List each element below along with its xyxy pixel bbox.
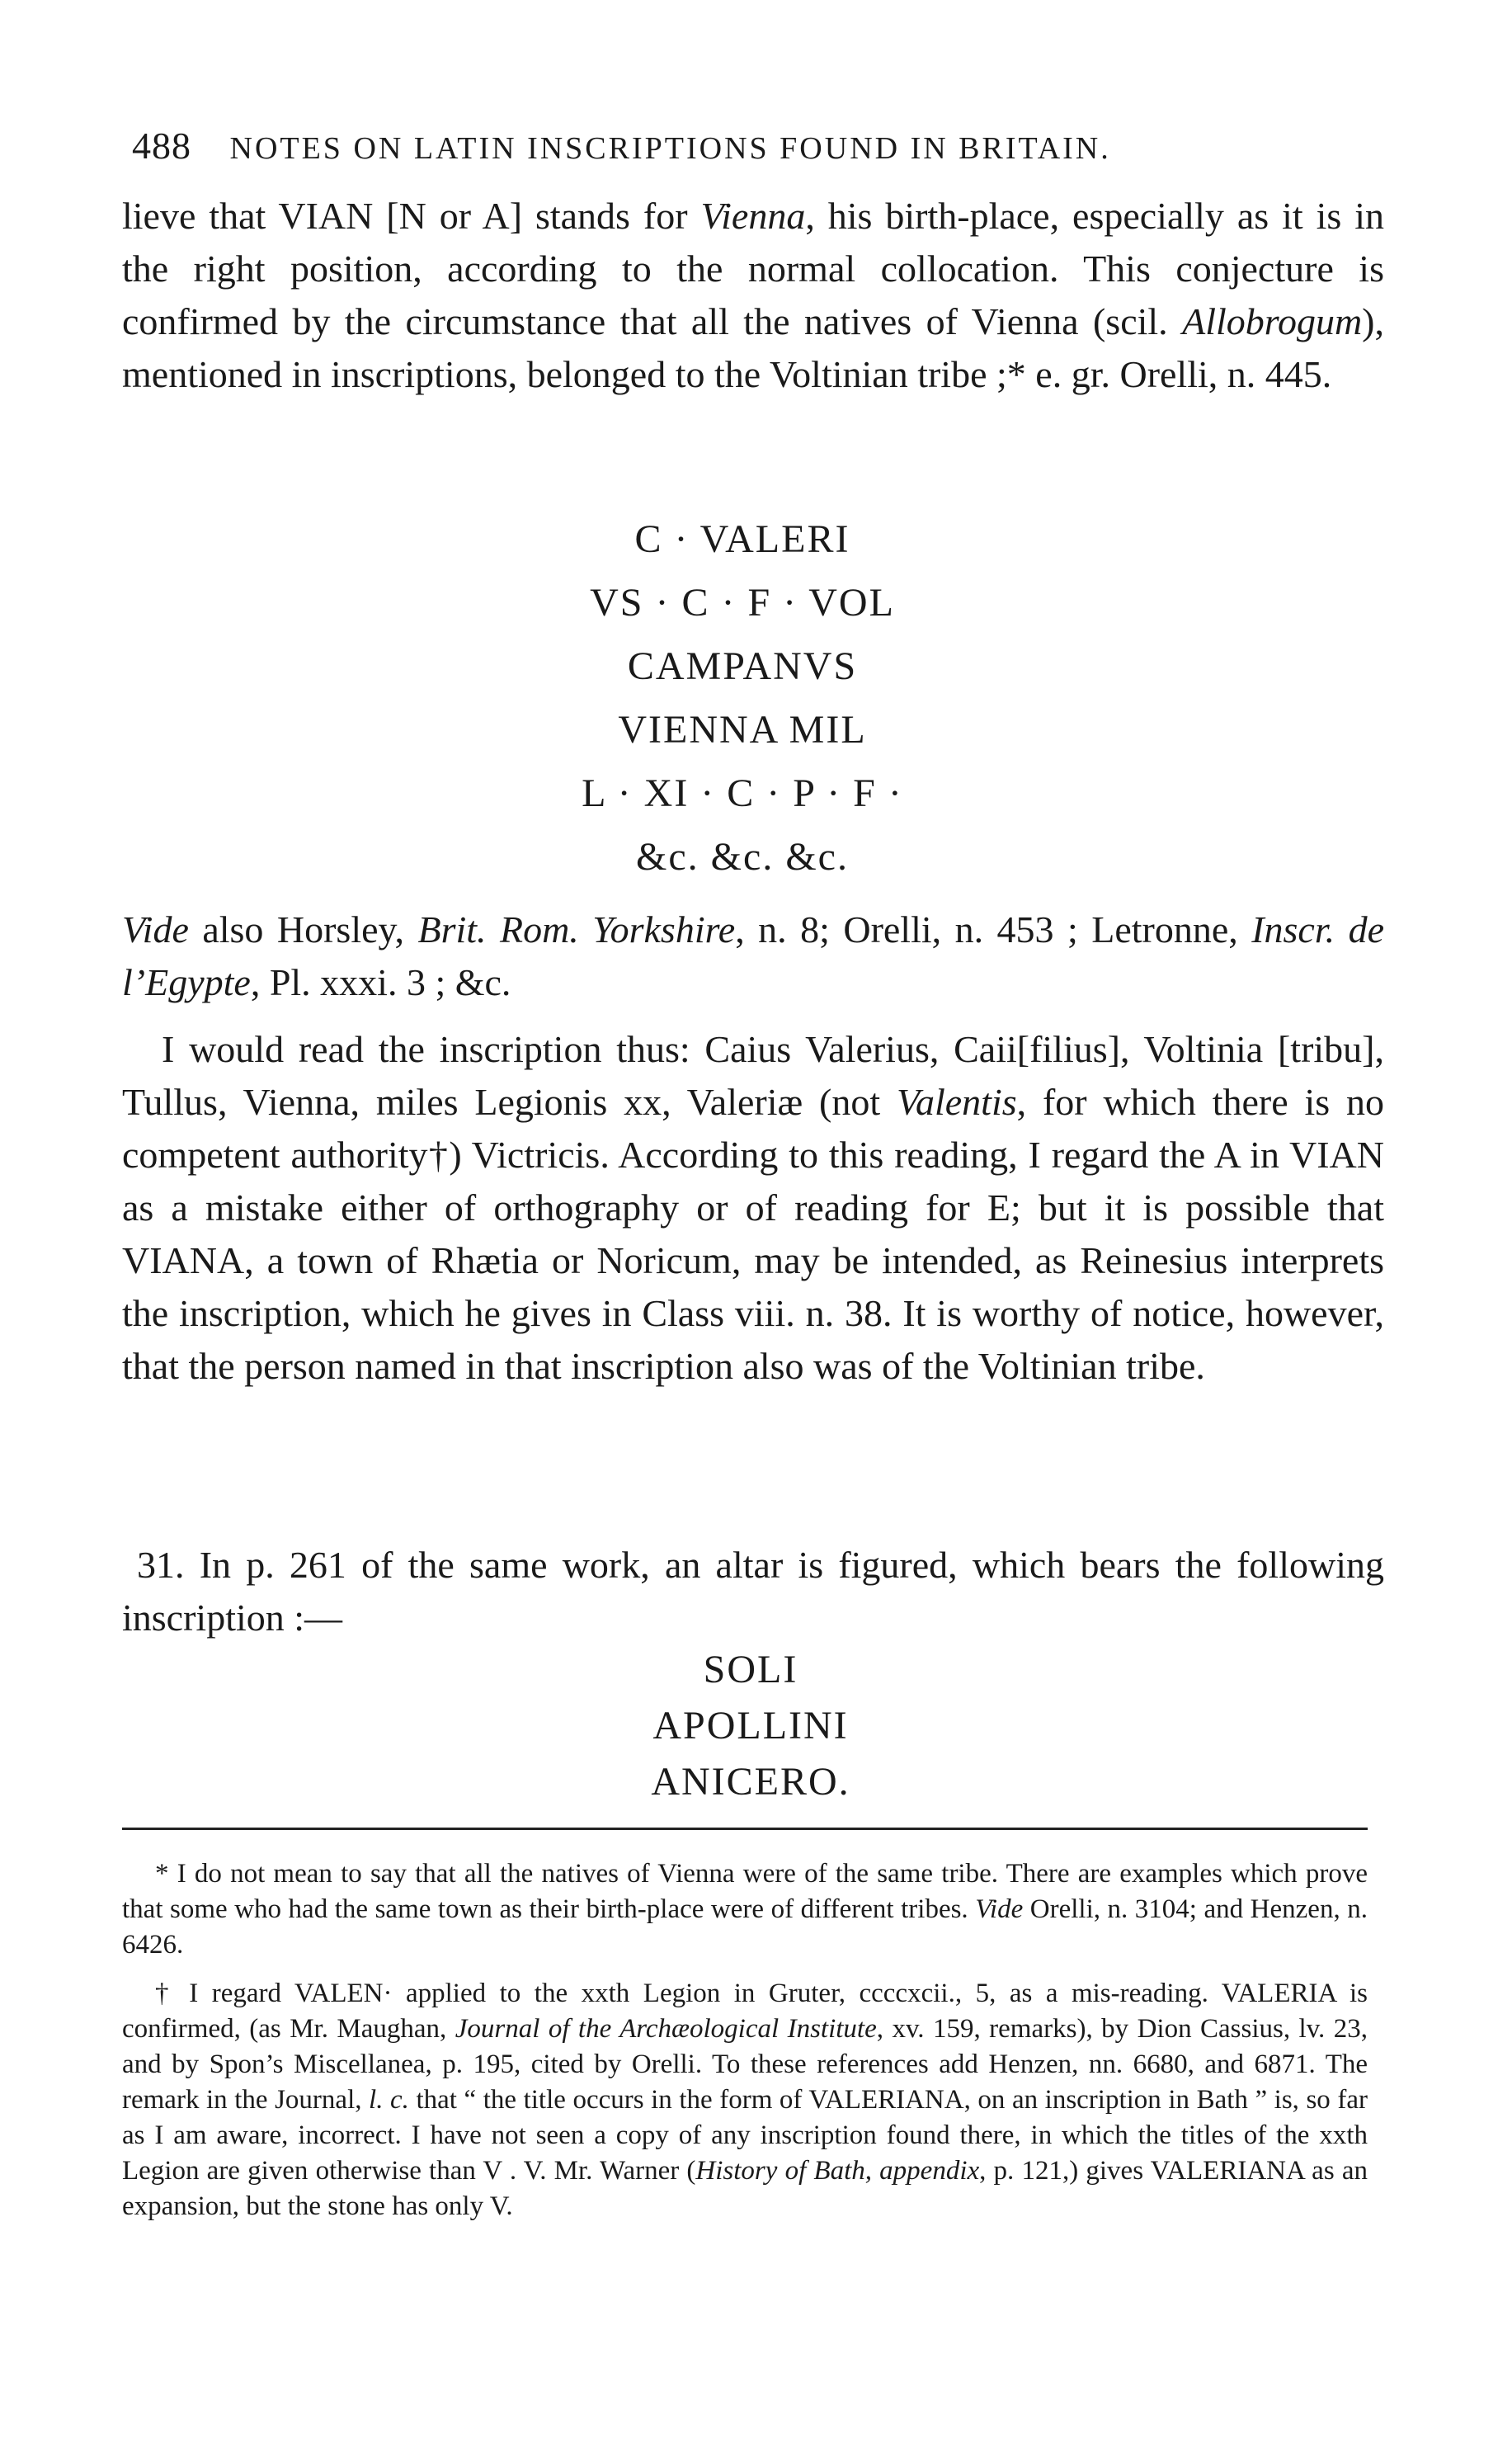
paragraph-reading bbox=[122, 1023, 1384, 1393]
text-run: * I do not mean to say that all the natives of Vienna were of the same tribe. There are examples which prove that some who had the same town as their birth-place were of different tribes. bbox=[122, 1859, 1368, 1924]
page-number: 488 bbox=[132, 125, 191, 167]
inscription-line: VIENNA MIL bbox=[618, 708, 867, 752]
text-run: , his birth-place, especially as it is in the right position, according to the normal collocation. This conjecture is confirmed by the circumstance that all the natives of Vienna (scil. bbox=[122, 195, 1384, 342]
text-run-italic: Inscr. de l’Egypte bbox=[122, 908, 1385, 1003]
text-run-italic: Vide bbox=[975, 1894, 1024, 1924]
running-title: NOTES ON LATIN INSCRIPTIONS FOUND IN BRITAIN. bbox=[229, 131, 1111, 166]
text-run: I would read the inscription thus: Caius Valerius, Caii[filius], Voltinia [tribu], Tullus, Vienna, miles Legionis xx, Valeriæ (not bbox=[122, 1028, 1384, 1123]
text-run: , for which there is no competent authority†) Victricis. According to this reading, I regard the A in VIAN as a mistake either of orthography or of reading for E; but it is possible that VIANA, a town of Rhætia or Noricum, may be intended, as Reinesius interprets the inscription, which he gives in Class viii. n. 38. It is worthy of notice, however, that the person named in that inscription also was of the Voltinian tribe. bbox=[122, 1081, 1384, 1387]
text-run: , Pl. xxxi. 3 ; &c. bbox=[250, 961, 511, 1003]
text-run-italic: Allobrogum bbox=[1182, 300, 1363, 342]
text-run-italic: Brit. Rom. Yorkshire bbox=[417, 908, 736, 950]
footnote-star bbox=[122, 1856, 1368, 1963]
paragraph-vide bbox=[122, 903, 1384, 1009]
text-run-italic: Journal of the Archæological Institute bbox=[455, 2014, 877, 2044]
text-run: also Horsley, bbox=[188, 908, 418, 950]
footnote-dagger bbox=[122, 1976, 1368, 2224]
paragraph-31 bbox=[122, 1539, 1384, 1644]
inscription-line: C · VALERI bbox=[634, 517, 850, 561]
footnote-divider bbox=[122, 1828, 1368, 1830]
inscription-line: VS · C · F · VOL bbox=[590, 581, 895, 625]
text-run: 31. In p. 261 of the same work, an altar is figured, which bears the following inscription :— bbox=[122, 1544, 1384, 1639]
text-run: ), mentioned in inscriptions, belonged to the Voltinian tribe ;* e. gr. Orelli, n. 445. bbox=[122, 300, 1384, 395]
text-run: , p. 121,) gives VALERIANA as an expansion, but the stone has only V. bbox=[122, 2156, 1368, 2221]
inscription-line: L · XI · C · P · F · bbox=[582, 771, 903, 815]
text-run: lieve that VIAN [N or A] stands for bbox=[122, 195, 701, 237]
text-run: , xv. 159, remarks), by Dion Cassius, lv. 23, and by Spon’s Miscellanea, p. 195, cited by Orelli. To these references add Henzen, nn. 6680, and 6871. The remark in the Journal, bbox=[122, 2014, 1368, 2115]
text-run-italic: Vide bbox=[122, 908, 189, 950]
paragraph-vian bbox=[122, 190, 1384, 401]
text-run: † I regard VALEN· applied to the xxth Legion in Gruter, ccccxcii., 5, as a mis-reading. VALERIA is confirmed, (as Mr. Maughan, bbox=[122, 1979, 1368, 2044]
inscription-line: &c. &c. &c. bbox=[636, 835, 849, 879]
inscription-line: CAMPANVS bbox=[627, 644, 858, 688]
text-run-italic: History of Bath, appendix bbox=[695, 2156, 980, 2186]
page-header bbox=[132, 124, 1369, 167]
inscription-soli bbox=[577, 1642, 924, 1810]
inscription-line: APOLLINI bbox=[652, 1704, 849, 1748]
text-run: that “ the title occurs in the form of VALERIANA, on an inscription in Bath ” is, so far as I am aware, incorrect. I have not seen a copy of any inscription found there, in which the titles of the xxth Legion are given otherwise than V . V. Mr. Warner ( bbox=[122, 2085, 1368, 2186]
text-run: Orelli, n. 3104; and Henzen, n. 6426. bbox=[122, 1894, 1368, 1960]
inscription-line: ANICERO. bbox=[651, 1760, 850, 1804]
text-run-italic: Valentis bbox=[896, 1081, 1017, 1123]
text-run: , n. 8; Orelli, n. 453 ; Letronne, bbox=[735, 908, 1252, 950]
inscription-line: SOLI bbox=[703, 1648, 798, 1691]
inscription-valeri bbox=[528, 507, 957, 889]
text-run-italic: Vienna bbox=[700, 195, 806, 237]
text-run-italic: l. c. bbox=[369, 2085, 409, 2115]
